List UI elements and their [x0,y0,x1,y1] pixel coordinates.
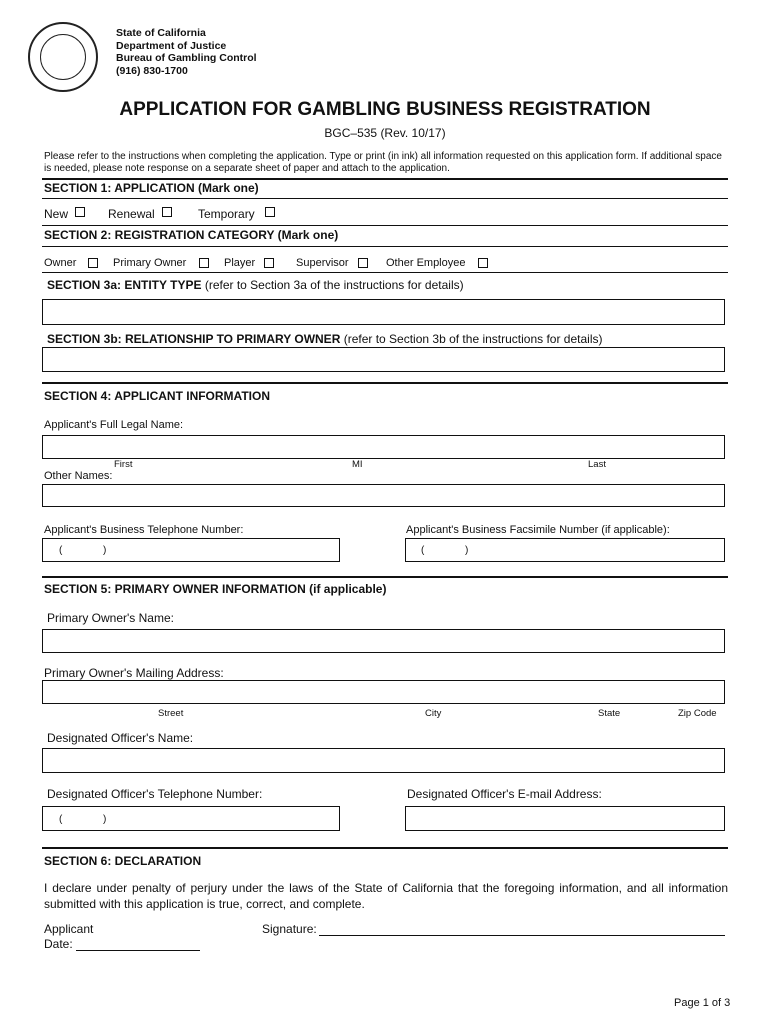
officer-email-label: Designated Officer's E-mail Address: [407,787,602,801]
agency-line-phone: (916) 830-1700 [116,64,188,77]
checkbox-renewal[interactable] [162,207,172,217]
section3a-note: (refer to Section 3a of the instructions for details) [204,278,464,292]
name-part-last: Last [588,459,606,470]
business-phone-field[interactable] [42,538,340,562]
phone-open-paren: ( [59,545,63,556]
business-fax-field[interactable] [405,538,725,562]
other-names-field[interactable] [42,484,725,507]
section3a-heading [47,278,464,292]
section-divider [42,847,728,849]
section-divider [42,576,728,578]
fax-close-paren: ) [465,545,469,556]
date-label: Date: [44,937,73,951]
section-divider [42,382,728,384]
entity-type-field[interactable] [42,299,725,325]
form-instructions: Please refer to the instructions when completing the application. Type or print (in ink) all information requested on this application form. If additional space is needed, please note response on a separate sheet of paper and attach to the application. [44,151,722,174]
section-divider [42,225,728,226]
business-fax-label: Applicant's Business Facsimile Number (if applicable): [406,524,670,536]
section4-heading: SECTION 4: APPLICANT INFORMATION [44,389,270,403]
form-code: BGC–535 (Rev. 10/17) [324,126,446,140]
declaration-text: I declare under penalty of perjury under the laws of the State of California that the foregoing information, and all information submitted with this application is true, correct, and complete. [44,881,728,911]
checkbox-temporary[interactable] [265,207,275,217]
section-divider [42,178,728,180]
full-name-field[interactable] [42,435,725,459]
section5-heading: SECTION 5: PRIMARY OWNER INFORMATION (if applicable) [44,582,387,596]
officer-phone-label: Designated Officer's Telephone Number: [47,787,263,801]
section-divider [42,198,728,199]
signature-line[interactable] [319,935,725,936]
full-name-label: Applicant's Full Legal Name: [44,419,184,431]
officer-name-label: Designated Officer's Name: [47,731,194,745]
agency-block [116,27,257,77]
section3b-note: (refer to Section 3b of the instructions for details) [343,332,603,346]
checkbox-new[interactable] [75,207,85,217]
date-line[interactable] [76,950,200,951]
section-divider [42,246,728,247]
agency-line-bureau: Bureau of Gambling Control [116,52,257,64]
section1-heading: SECTION 1: APPLICATION (Mark one) [44,181,259,195]
agency-line-state: State of California [116,27,206,39]
primary-owner-name-field[interactable] [42,629,725,653]
phone-close-paren: ) [103,545,107,556]
section6-heading: SECTION 6: DECLARATION [44,854,202,868]
officer-phone-open-paren: ( [59,814,63,825]
business-phone-label: Applicant's Business Telephone Number: [44,524,244,536]
form-title: APPLICATION FOR GAMBLING BUSINESS REGISTRATION [119,99,651,120]
option-new-label: New [44,207,69,221]
option-other-employee-label: Other Employee [386,257,466,269]
address-part-state: State [598,708,621,719]
option-renewal-label: Renewal [108,207,155,221]
other-names-label: Other Names: [44,470,113,482]
mailing-address-field[interactable] [42,680,725,704]
option-temporary-label: Temporary [198,207,255,221]
mailing-address-label: Primary Owner's Mailing Address: [44,666,224,680]
option-supervisor-label: Supervisor [296,257,349,269]
signature-label: Signature: [262,922,317,936]
section3b-heading [47,332,603,346]
address-part-city: City [425,708,442,719]
agency-line-department: Department of Justice [116,39,227,52]
option-primary-owner-label: Primary Owner [113,257,187,269]
section-divider [42,272,728,273]
address-part-zip: Zip Code [678,708,717,719]
section3b-title: SECTION 3b: RELATIONSHIP TO PRIMARY OWNER [47,332,341,346]
fax-open-paren: ( [421,545,425,556]
address-part-street: Street [158,708,184,719]
name-part-first: First [114,459,133,470]
checkbox-supervisor[interactable] [358,258,368,268]
officer-name-field[interactable] [42,748,725,773]
option-player-label: Player [224,257,256,269]
officer-phone-close-paren: ) [103,814,107,825]
officer-email-field[interactable] [405,806,725,831]
checkbox-other-employee[interactable] [478,258,488,268]
section2-heading: SECTION 2: REGISTRATION CATEGORY (Mark one) [44,228,339,242]
page-number: Page 1 of 3 [674,997,731,1009]
seal-logo [28,22,98,92]
primary-owner-name-label: Primary Owner's Name: [47,611,174,625]
relationship-field[interactable] [42,347,725,372]
checkbox-primary-owner[interactable] [199,258,209,268]
name-part-mi: MI [352,459,363,470]
option-owner-label: Owner [44,257,77,269]
officer-phone-field[interactable] [42,806,340,831]
section3a-title: SECTION 3a: ENTITY TYPE [47,278,202,292]
checkbox-player[interactable] [264,258,274,268]
applicant-label: Applicant [44,922,94,936]
checkbox-owner[interactable] [88,258,98,268]
seal-inner-ring [40,34,86,80]
